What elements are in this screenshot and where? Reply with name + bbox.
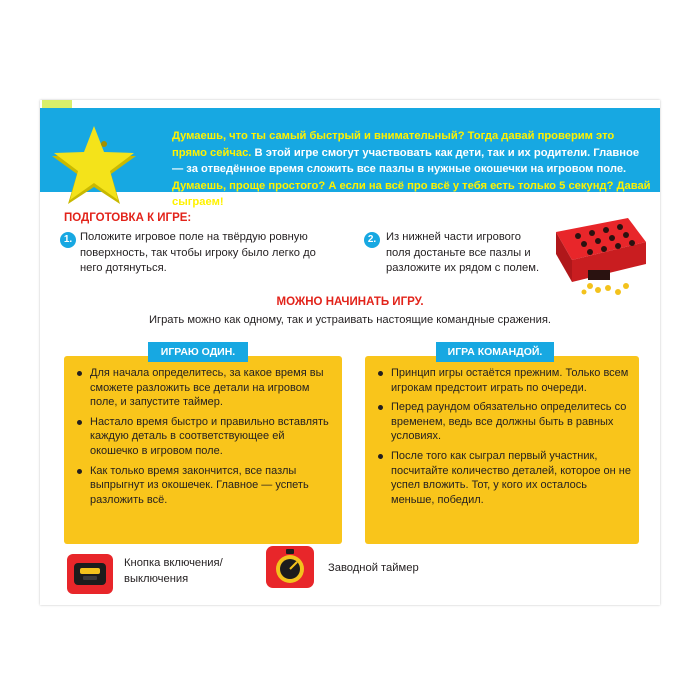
game-board-image — [548, 212, 648, 297]
intro-text-body: В этой игре смогут участвовать как дети, так и их родители. Главное — за отведённое время сложить все пазлы в нужные окошечки на игровом поле. — [172, 146, 640, 176]
team-panel-title: ИГРА КОМАНДОЙ. — [436, 342, 554, 362]
wind-up-timer-icon — [265, 545, 315, 589]
list-item: Перед раундом обязательно определитесь со временем, ведь все должны быть в равных условиях. — [377, 400, 633, 444]
list-item: Как только время закончится, все пазлы выпрыгнут из окошечек. Главное — успеть разложить всё. — [76, 464, 332, 508]
start-title: МОЖНО НАЧИНАТЬ ИГРУ. — [276, 296, 424, 308]
intro-text-highlight-1: Думаешь, что ты самый быстрый и внимательный? Тогда давай проверим это прямо сейчас. — [172, 130, 615, 159]
power-button-label: Кнопка включения/ выключения — [124, 557, 223, 585]
box-edge-stripe — [42, 100, 72, 108]
team-list — [377, 366, 633, 512]
list-item: Для начала определитесь, за какое время вы сможете разложить все детали на игровом поле, и запустите таймер. — [76, 366, 332, 410]
solo-list — [76, 366, 332, 512]
solo-panel-title: ИГРАЮ ОДИН. — [148, 342, 248, 362]
star-puzzle-piece-icon — [48, 126, 140, 208]
step-2-text: Из нижней части игрового поля достаньте все пазлы и разложите их рядом с полем. — [386, 231, 540, 275]
step-1-badge: 1. — [60, 232, 76, 248]
power-button-icon — [66, 553, 114, 595]
start-subtitle: Играть можно как одному, так и устраивать настоящие командные сражения. — [148, 314, 552, 326]
list-item: После того как сыграл первый участник, посчитайте количество деталей, которое он не успел вложить. Тот, у кого их осталось меньше, победил. — [377, 449, 633, 507]
step-2-badge: 2. — [364, 232, 380, 248]
list-item: Настало время быстро и правильно вставлять каждую деталь в соответствующее ей окошечко в игровом поле. — [76, 415, 332, 459]
intro-text-highlight-2: Думаешь, проще простого? А если на всё про всё у тебя есть только 5 секунд? Давай сыграем! — [172, 179, 651, 209]
list-item: Принцип игры остаётся прежним. Только всем игрокам предстоит играть по очереди. — [377, 366, 633, 395]
prep-title: ПОДГОТОВКА К ИГРЕ: — [64, 212, 192, 224]
step-1-text: Положите игровое поле на твёрдую ровную поверхность, так чтобы игроку было легко до него дотянуться. — [80, 231, 316, 275]
intro-text — [172, 128, 652, 211]
timer-label: Заводной таймер — [328, 562, 419, 574]
